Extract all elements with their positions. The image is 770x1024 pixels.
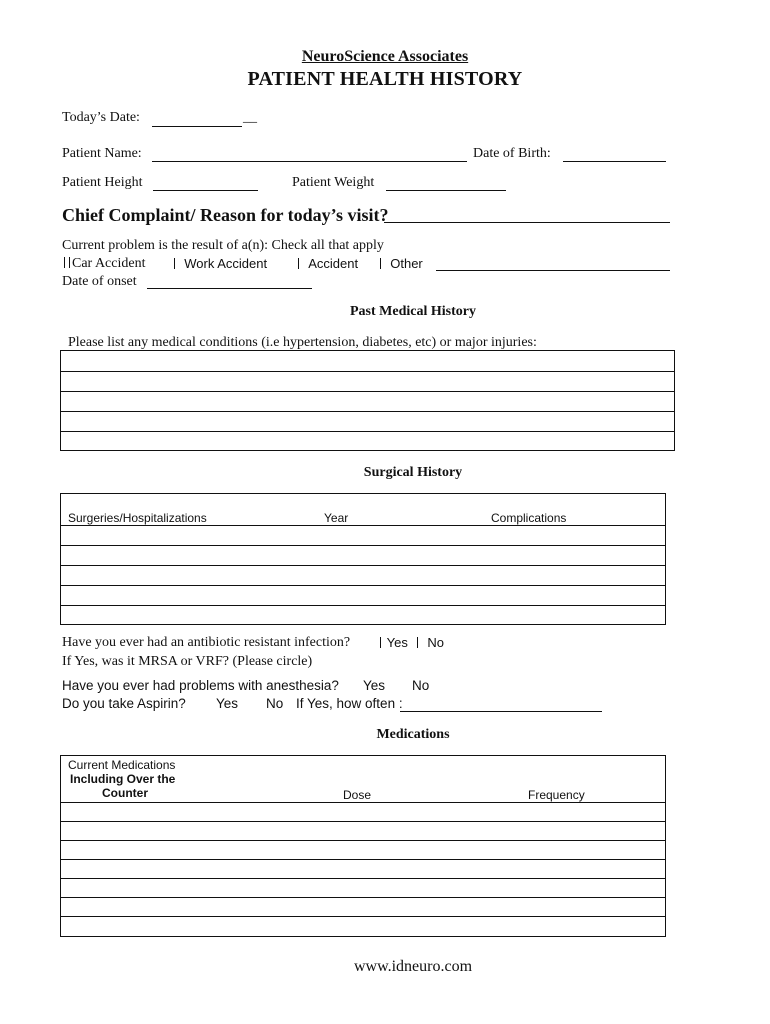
table-row-divider xyxy=(61,565,665,566)
work-accident-checkbox[interactable] xyxy=(172,256,177,271)
frequency-column-header: Frequency xyxy=(528,788,585,802)
past-medical-heading: Past Medical History xyxy=(350,304,476,319)
todays-date-trail: __ xyxy=(243,110,257,125)
table-row-divider xyxy=(61,878,665,879)
table-row-divider xyxy=(61,605,665,606)
complications-column-header: Complications xyxy=(491,511,567,525)
table-row-divider xyxy=(61,391,674,392)
antibiotic-no-label: No xyxy=(427,635,444,650)
antibiotic-no-checkbox[interactable] xyxy=(415,635,420,650)
table-row-divider xyxy=(61,371,674,372)
other-option xyxy=(378,256,423,271)
surgeries-column-header: Surgeries/Hospitalizations xyxy=(68,511,207,525)
antibiotic-yes-checkbox[interactable] xyxy=(378,635,383,650)
current-medications-header: Current Medications xyxy=(68,758,176,772)
problem-cause-text: Current problem is the result of a(n): Check all that apply xyxy=(62,238,384,253)
patient-weight-field[interactable] xyxy=(386,190,506,191)
antibiotic-question: Have you ever had an antibiotic resistant infection? xyxy=(62,635,351,650)
table-row-divider xyxy=(61,802,665,803)
form-title: PATIENT HEALTH HISTORY xyxy=(247,68,523,90)
medications-table[interactable] xyxy=(60,755,666,937)
accident-option xyxy=(296,256,358,271)
antibiotic-options xyxy=(378,635,444,650)
how-often-label: If Yes, how often : xyxy=(296,696,403,711)
mrsa-question: If Yes, was it MRSA or VRF? (Please circle) xyxy=(62,654,313,669)
other-label: Other xyxy=(390,256,423,271)
onset-field[interactable] xyxy=(147,288,312,289)
year-column-header: Year xyxy=(324,511,349,525)
anesthesia-question: Have you ever had problems with anesthesia? xyxy=(62,678,339,693)
dob-label: Date of Birth: xyxy=(473,146,551,161)
past-medical-table[interactable] xyxy=(60,350,675,451)
other-field[interactable] xyxy=(436,270,670,271)
onset-label: Date of onset xyxy=(62,274,137,289)
medications-heading: Medications xyxy=(376,727,450,742)
patient-weight-label: Patient Weight xyxy=(292,175,375,190)
aspirin-no-option[interactable]: No xyxy=(266,696,284,711)
past-medical-prompt: Please list any medical conditions (i.e hypertension, diabetes, etc) or major injuries: xyxy=(68,335,537,350)
table-row-divider xyxy=(61,545,665,546)
patient-name-field[interactable] xyxy=(152,161,467,162)
patient-height-field[interactable] xyxy=(153,190,258,191)
table-row-divider xyxy=(61,859,665,860)
todays-date-label: Today’s Date: xyxy=(62,110,140,125)
table-row-divider xyxy=(61,840,665,841)
aspirin-yes-option[interactable]: Yes xyxy=(216,696,239,711)
dob-field[interactable] xyxy=(563,161,666,162)
counter-header: Counter xyxy=(102,786,148,800)
accident-label: Accident xyxy=(308,256,359,271)
anesthesia-no-option[interactable]: No xyxy=(412,678,430,693)
patient-name-label: Patient Name: xyxy=(62,146,142,161)
surgical-table[interactable] xyxy=(60,493,666,625)
cause-options-row xyxy=(62,256,145,272)
table-row-divider xyxy=(61,411,674,412)
work-accident-label: Work Accident xyxy=(184,256,268,271)
table-row-divider xyxy=(61,821,665,822)
how-often-field[interactable] xyxy=(400,711,602,712)
anesthesia-yes-option[interactable]: Yes xyxy=(363,678,386,693)
table-row-divider xyxy=(61,916,665,917)
aspirin-question: Do you take Aspirin? xyxy=(62,696,186,711)
dose-column-header: Dose xyxy=(343,788,372,802)
organization-name: NeuroScience Associates xyxy=(301,48,469,65)
table-row-divider xyxy=(61,431,674,432)
surgical-heading: Surgical History xyxy=(363,465,463,480)
car-accident-label: Car Accident xyxy=(72,256,146,271)
car-accident-checkbox[interactable] xyxy=(62,256,72,271)
accident-checkbox[interactable] xyxy=(296,256,301,271)
table-row-divider xyxy=(61,585,665,586)
other-checkbox[interactable] xyxy=(378,256,383,271)
table-row-divider xyxy=(61,897,665,898)
chief-complaint-heading: Chief Complaint/ Reason for today’s visit? xyxy=(62,205,389,225)
website-footer: www.idneuro.com xyxy=(353,958,473,975)
patient-height-label: Patient Height xyxy=(62,175,143,190)
over-the-counter-header: Including Over the xyxy=(70,772,176,786)
table-row-divider xyxy=(61,525,665,526)
work-accident-option xyxy=(172,256,267,271)
antibiotic-yes-label: Yes xyxy=(386,635,408,650)
chief-complaint-field[interactable] xyxy=(384,222,670,223)
todays-date-field[interactable] xyxy=(152,126,242,127)
